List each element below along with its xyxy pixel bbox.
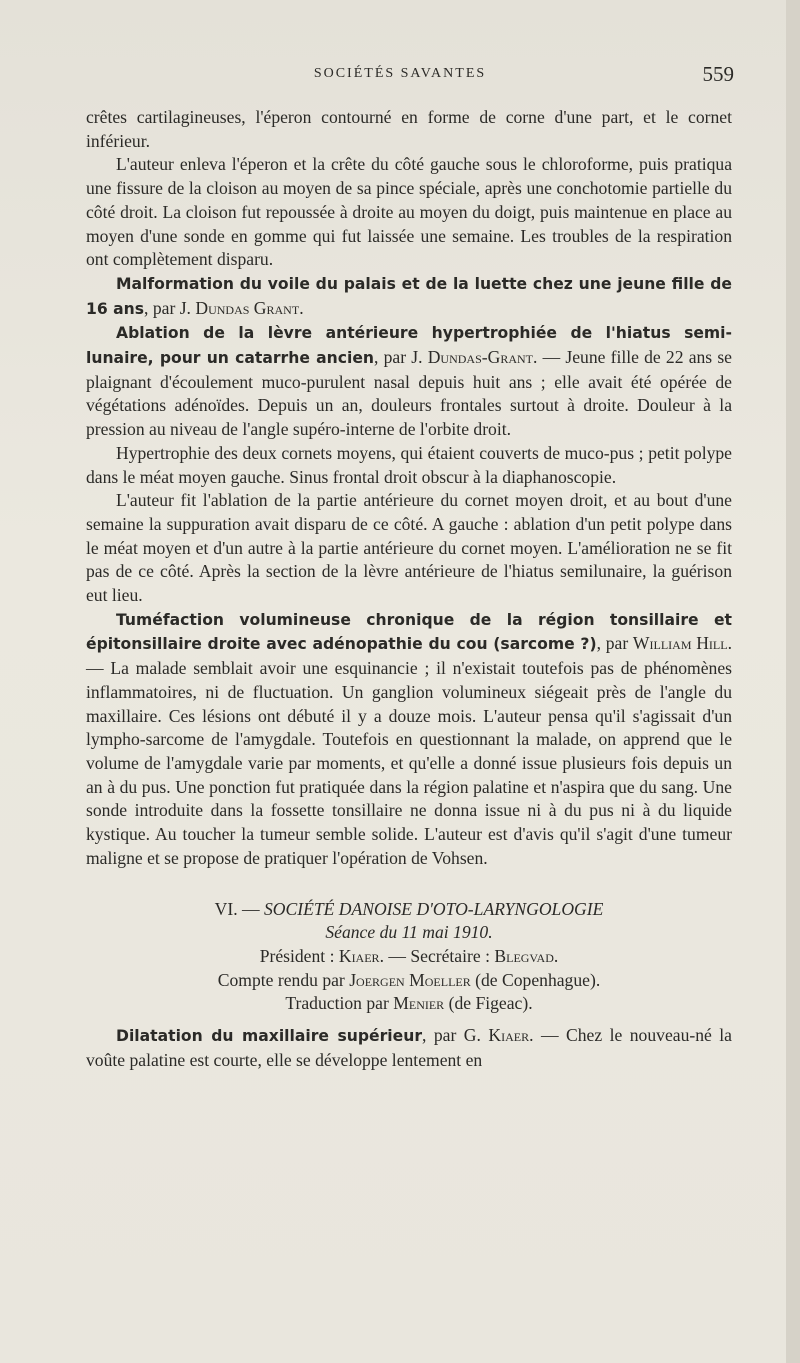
article-entry: Ablation de la lèvre antérieure hypertrophiée de l'hiatus semi-lunaire, pour un catarrhe ancien, par J. Dundas-Grant. — Jeune fille de 22 ans se plaignant d'écoulement muco-purulent nasal depuis huit ans ; elle avait été opérée de végétations adénoïdes. Depuis un an, douleurs frontales surtout à droite. Douleur à la pression au niveau de l'angle supéro-interne de l'orbite droit.: [86, 324, 732, 440]
paragraph: L'auteur fit l'ablation de la partie antérieure du cornet moyen droit, et au bout d'une semaine la suppuration avait disparu de ce côté. A gauche : ablation d'un petit polype dans le méat moyen et d'un autre à la partie antérieure du cornet moyen. L'amélioration ne se fit pas de ce côté. Après la section de la lèvre antérieure de l'hiatus semilunaire, la guérison eut lieu.: [86, 490, 732, 606]
article-title: Dilatation du maxillaire supérieur: [116, 1027, 423, 1046]
article-byline: , par G.: [422, 1025, 489, 1046]
article-entry: Tuméfaction volumineuse chronique de la région tonsillaire et épitonsillaire droite avec adénopathie du cou (sarcome ?), par William Hill. — La malade semblait avoir une esquinancie ; il n'existait toutefois pas de phénomènes inflammatoires, ni de fluctuation. Un ganglion volumineux siégeait près de l'angle du maxillaire. Ces lésions ont débuté il y a douze mois. L'auteur pensa qu'il s'agissait d'un lympho-sarcome de l'amygdale. Toutefois en questionnant la malade, on apprend que le volume de l'amygdale varie par moments, et qu'elle a donné issue plusieurs fois depuis un an à du pus. Une ponction fut pratiquée dans la région palatine et n'aspira que du sang. Une sonde introduite dans la fossette tonsillaire ne donna issue ni à du pus ni à du liquide kystique. Au toucher la tumeur semble solide. L'auteur est d'avis qu'il s'agit d'une tumeur maligne et se propose de pratiquer l'opération de Vohsen.: [86, 610, 732, 868]
running-head-title: SOCIÉTÉS SAVANTES: [313, 66, 487, 81]
officers: Président : Kiaer. — Secrétaire : Blegvad.: [259, 945, 559, 966]
translation-credit: Traduction par Menier (de Figeac).: [285, 993, 533, 1014]
session-date: Séance du 11 mai 1910.: [325, 922, 493, 943]
article-title: Malformation du voile du palais et de la luette chez une jeune fille de 16 ans: [86, 274, 732, 318]
paragraph: Hypertrophie des deux cornets moyens, qui étaient couverts de muco-pus ; petit polype dans le méat moyen gauche. Sinus frontal droit obscur à la diaphanoscopie.: [86, 442, 732, 487]
page-number: 559: [702, 62, 734, 86]
paragraph: L'auteur enleva l'éperon et la crête du côté gauche sous le chloroforme, puis pratiqua une fissure de la cloison au moyen de sa pince spéciale, après une conchotomie partielle du côté droit. La cloison fut repoussée à droite au moyen du doigt, puis maintenue en place au moyen d'une sonde en gomme qui fut laissée une semaine. Les troubles de la respiration ont complètement disparu.: [86, 154, 732, 270]
body-text: [86, 106, 732, 1072]
page-edge: [786, 0, 800, 1363]
article-byline: , par J.: [374, 347, 428, 368]
author-name: Dundas Grant: [195, 297, 300, 318]
article-byline: , par: [596, 633, 633, 654]
article-title: Ablation de la lèvre antérieure hypertrophiée de l'hiatus semi-lunaire, pour un catarrhe ancien: [86, 324, 732, 368]
author-name: Kiaer: [488, 1025, 530, 1046]
author-name: William Hill: [632, 633, 728, 654]
paragraph: crêtes cartilagineuses, l'éperon contourné en forme de corne d'une part, et le cornet inférieur.: [86, 107, 732, 151]
section-heading: VI. — SOCIÉTÉ DANOISE D'OTO-LARYNGOLOGIE: [214, 898, 604, 919]
article-title: Tuméfaction volumineuse chronique de la région tonsillaire et épitonsillaire droite avec adénopathie du cou (sarcome ?): [86, 610, 732, 654]
author-name: Dundas-Grant: [427, 347, 533, 368]
running-head: [0, 62, 800, 92]
article-entry: Dilatation du maxillaire supérieur, par G. Kiaer. — Chez le nouveau-né la voûte palatine est courte, elle se développe lentement en: [86, 1025, 732, 1070]
article-byline: , par J.: [144, 297, 196, 318]
report-credit: Compte rendu par Joergen Moeller (de Copenhague).: [217, 969, 601, 990]
article-entry: Malformation du voile du palais et de la luette chez une jeune fille de 16 ans, par J. Dundas Grant.: [86, 274, 732, 318]
